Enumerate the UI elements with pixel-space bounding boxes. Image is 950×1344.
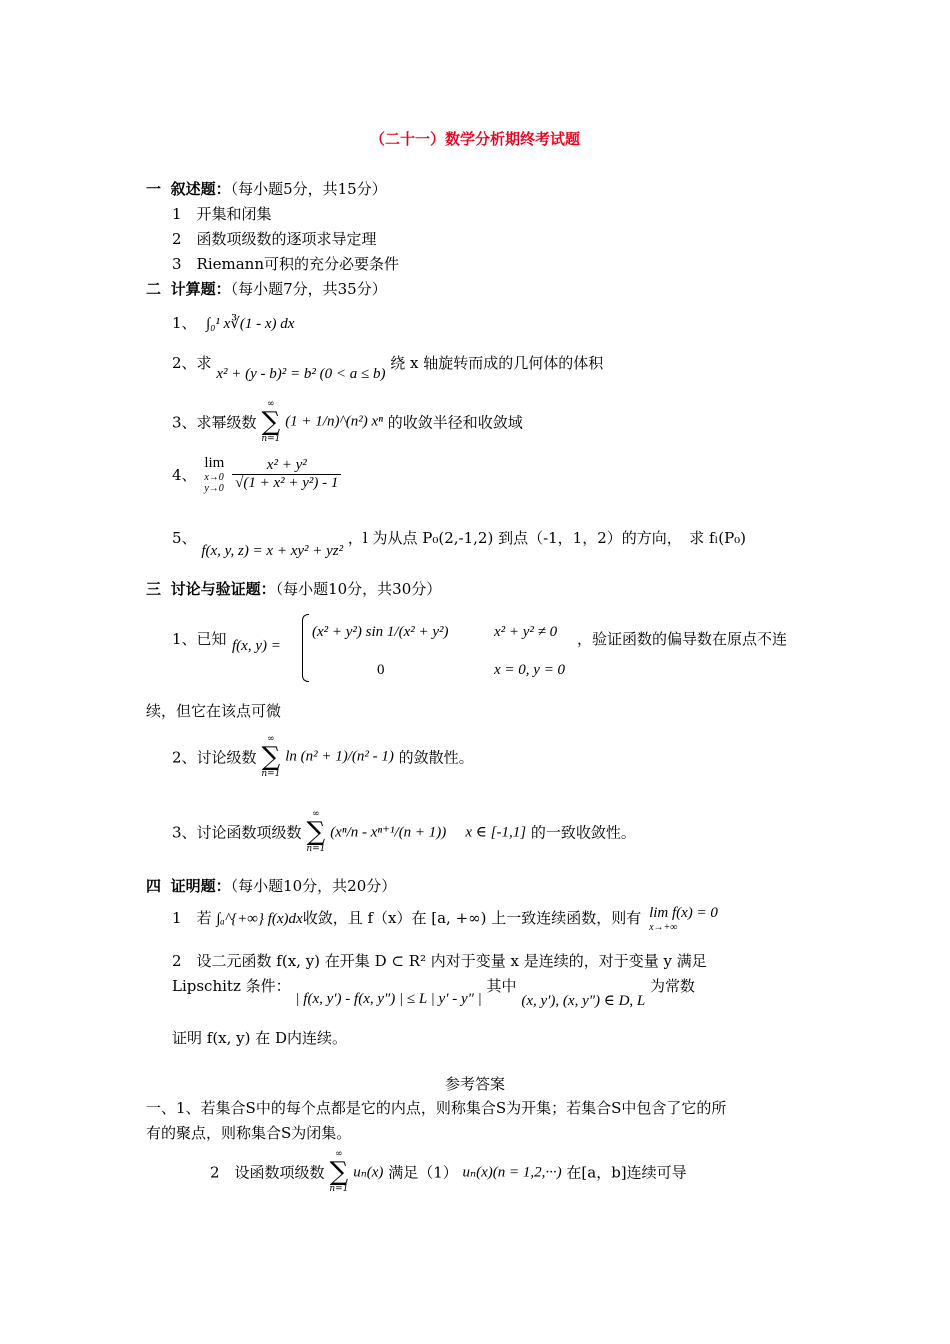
- sum-symbol: ∞ ∑ n=1: [261, 399, 281, 444]
- s2-q4-fraction: $\frac{\text{x² + y²}}{\text{√(1 + x² + y²) - 1}}$: [232, 457, 341, 492]
- s1-item-2: 2 函数项级数的逐项求导定理: [172, 230, 377, 248]
- answer-1-line-2: 有的聚点，则称集合S为闭集。: [146, 1124, 352, 1142]
- section-4-note: （每小题10分，共20分）: [230, 877, 397, 895]
- answer-1-line-1: 一、1、若集合S中的每个点都是它的内点，则称集合S为开集；若集合S中包含了它的所: [146, 1099, 727, 1117]
- s2-q3: 3、求幂级数 ∞ ∑ n=1 (1 + 1/n)^(n²) xⁿ 的收敛半径和收敛域: [172, 399, 523, 444]
- section-4-label: 证明题：: [170, 877, 231, 895]
- s4-q2-line2: Lipschitz 条件： | f(x, y′) - f(x, y″) | ≤ L | y′ - y″ | 其中 (x, y′), (x, y″) ∈ D, L 为常数: [172, 977, 696, 1009]
- section-3-label: 讨论与验证题：: [170, 580, 276, 598]
- section-2-number: 二: [146, 280, 162, 298]
- s3-q1-cont: 续，但它在该点可微: [146, 702, 282, 720]
- section-1-number: 一: [146, 180, 162, 198]
- s2-q1: 1、 ∫₀¹ x∛(1 - x) dx: [172, 314, 295, 332]
- section-1-label: 叙述题：: [170, 180, 231, 198]
- sum-symbol: ∞ ∑ n=1: [261, 734, 281, 779]
- s3-q1-case-2: 0: [377, 662, 385, 678]
- s4-q2-line3: 证明 f(x, y) 在 D内连续。: [172, 1029, 348, 1047]
- section-2-note: （每小题7分，共35分）: [230, 280, 387, 298]
- piecewise-brace: [302, 614, 309, 682]
- s3-q1: 1、已知 f(x, y) = (x² + y²) sin 1/(x² + y²) x² + y² ≠ 0 0 x = 0, y = 0 ，验证函数的偏导数在原点不连: [172, 610, 812, 690]
- section-1-note: （每小题5分，共15分）: [230, 180, 387, 198]
- s3-q3-formula: (xⁿ/n - xⁿ⁺¹/(n + 1)): [330, 824, 447, 841]
- s2-q2-text: 绕 x 轴旋转而成的几何体的体积: [390, 354, 604, 372]
- section-3-number: 三: [146, 580, 162, 598]
- s3-q1-case-1: (x² + y²) sin 1/(x² + y²): [312, 624, 449, 640]
- s2-q2-formula: x² + (y - b)² = b² (0 < a ≤ b): [216, 366, 386, 382]
- page-title: （二十一）数学分析期终考试题: [369, 130, 580, 148]
- section-1-header: [146, 178, 387, 199]
- s2-q3-formula: (1 + 1/n)^(n²) xⁿ: [285, 413, 383, 430]
- s2-q4: 4、 lim x→0 y→0 $\frac{\text{x² + y²}}{\text{√(1 + x² + y²) - 1}}$: [172, 455, 341, 494]
- section-3-header: [146, 578, 441, 599]
- s4-q2-line1: 2 设二元函数 f(x, y) 在开集 D ⊂ R² 内对于变量 x 是连续的，对于变量 y 满足: [172, 952, 707, 970]
- s3-q2: 2、讨论级数 ∞ ∑ n=1 ln (n² + 1)/(n² - 1) 的敛散性。: [172, 734, 474, 779]
- s3-q3: 3、讨论函数项级数 ∞ ∑ n=1 (xⁿ/n - xⁿ⁺¹/(n + 1)) x ∈ [-1,1] 的一致收敛性。: [172, 809, 636, 854]
- answers-title: 参考答案: [444, 1075, 505, 1093]
- s3-q1-cond-2: x = 0, y = 0: [494, 662, 566, 678]
- section-3-note: （每小题10分，共30分）: [275, 580, 442, 598]
- s3-q2-formula: ln (n² + 1)/(n² - 1): [285, 748, 394, 765]
- s2-q5: 5、 f(x, y, z) = x + xy² + yz² ，l 为从点 P₀(2,-1,2) 到点（-1，1，2）的方向， 求 fₗ(P₀): [172, 529, 747, 559]
- answer-2: 2 设函数项级数 ∞ ∑ n=1 uₙ(x) 满足（1） uₙ(x)(n = 1,2,···) 在[a，b]连续可导: [210, 1149, 687, 1194]
- s3-q1-cond-1: x² + y² ≠ 0: [494, 624, 558, 640]
- s1-item-3: 3 Riemann可积的充分必要条件: [172, 255, 400, 273]
- s2-q1-formula: ∫₀¹ x∛(1 - x) dx: [206, 316, 295, 332]
- sum-symbol: ∞ ∑ n=1: [329, 1149, 349, 1194]
- section-2-header: [146, 278, 387, 299]
- sum-symbol: ∞ ∑ n=1: [306, 809, 326, 854]
- section-4-header: [146, 875, 396, 896]
- s2-q2: 2、求 x² + (y - b)² = b² (0 < a ≤ b) 绕 x 轴旋转而成的几何体的体积: [172, 354, 604, 382]
- s1-item-1: 1 开集和闭集: [172, 205, 272, 223]
- s4-q1: 1 若 ∫ₐ^{+∞} f(x)dx收敛，且 f（x）在 [a, +∞) 上一致连续函数，则有 lim f(x) = 0 x→+∞: [172, 905, 718, 933]
- section-4-number: 四: [146, 877, 162, 895]
- section-2-label: 计算题：: [170, 280, 231, 298]
- s2-q5-formula: f(x, y, z) = x + xy² + yz²: [201, 543, 344, 559]
